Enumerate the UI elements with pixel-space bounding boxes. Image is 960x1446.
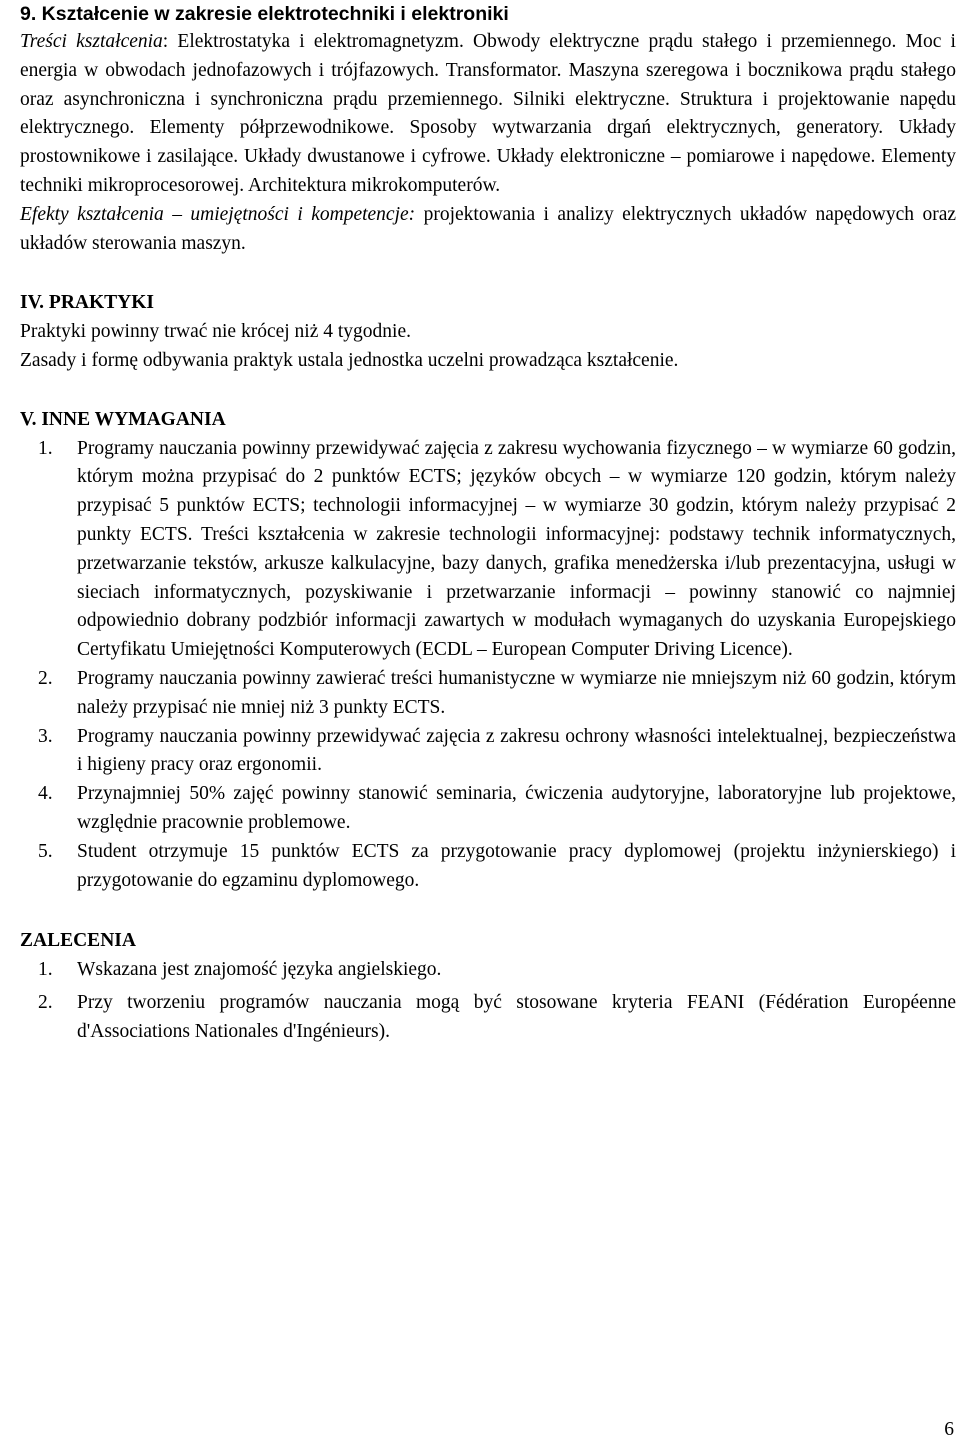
effects-label: Efekty kształcenia – umiejętności i kompetencje:	[20, 203, 416, 225]
requirement-item-5	[20, 838, 956, 896]
section-9-content	[20, 28, 956, 201]
item-number: 5.	[38, 840, 53, 862]
item-number: 2.	[38, 667, 53, 689]
content-label: Treści kształcenia	[20, 31, 163, 52]
section-4-line-1: Praktyki powinny trwać nie krócej niż 4 tygodnie.	[20, 321, 411, 343]
item-number: 1.	[38, 437, 53, 459]
page-number: 6	[944, 1419, 954, 1440]
recommendation-item-1	[20, 956, 956, 985]
item-text: Przy tworzeniu programów nauczania mogą być stosowane kryteria FEANI (Fédération Européenne d'Associations Nationales d'Ingénieurs).	[77, 991, 956, 1042]
item-text: Programy nauczania powinny przewidywać zajęcia z zakresu ochrony własności intelektualnej, bezpieczeństwa i higieny pracy oraz ergonomii.	[77, 725, 956, 776]
requirement-item-1	[20, 435, 956, 665]
recommendations-heading: ZALECENIA	[20, 930, 136, 952]
section-9-title: 9. Kształcenie w zakresie elektrotechniki i elektroniki	[20, 3, 509, 25]
section-4-line-2: Zasady i formę odbywania praktyk ustala jednostka uczelni prowadząca kształcenie.	[20, 349, 679, 371]
item-text: Programy nauczania powinny przewidywać zajęcia z zakresu wychowania fizycznego – w wymiarze 60 godzin, którym można przypisać do 2 punktów ECTS; języków obcych – w wymiarze 120 godzin, którym należy przypisać 5 punktów ECTS; technologii informacyjnej – w wymiarze 30 godzin, którym należy przypisać 2 punkty ECTS. Treści kształcenia w zakresie technologii informacyjnej: podstawy technik informatycznych, przetwarzanie tekstów, arkusze kalkulacyjne, bazy danych, grafika menedżerska i/lub prezentacyjna, usługi w sieciach informatycznych, pozyskiwanie i przetwarzanie informacji – powinny stanowić co najmniej odpowiednio dobrany podzbiór informacji zawartych w modułach wymaganych do uzyskania Europejskiego Certyfikatu Umiejętności Komputerowych (ECDL – European Computer Driving Licence).	[77, 437, 956, 661]
recommendations-list	[20, 956, 956, 1046]
item-text: Programy nauczania powinny zawierać treści humanistyczne w wymiarze nie mniejszym niż 60 godzin, którym należy przypisać nie mniej niż 3 punkty ECTS.	[77, 667, 956, 718]
content-text: : Elektrostatyka i elektromagnetyzm. Obwody elektryczne prądu stałego i przemiennego. Moc i energia w obwodach jednofazowych i trójfazowych. Transformator. Maszyna szeregowa i bocznikowa prądu stałego oraz asynchroniczna i synchroniczna prądu przemiennego. Silniki elektryczne. Struktura i projektowanie napędu elektrycznego. Elementy półprzewodnikowe. Sposoby wytwarzania drgań elektrycznych, generatory. Układy prostownikowe i zasilające. Układy dwustanowe i cyfrowe. Układy elektroniczne – pomiarowe i napędowe. Elementy techniki mikroprocesorowej. Architektura mikrokomputerów.	[20, 31, 956, 196]
spacer	[20, 895, 956, 927]
requirements-list	[20, 435, 956, 896]
spacer	[20, 258, 956, 289]
spacer	[20, 376, 956, 406]
effects-text: projektowania i analizy elektrycznych układów napędowych oraz układów sterowania maszyn.	[20, 203, 957, 254]
item-text: Student otrzymuje 15 punktów ECTS za przygotowanie pracy dyplomowej (projektu inżynierskiego) i przygotowanie do egzaminu dyplomowego.	[77, 840, 956, 891]
requirement-item-3	[20, 723, 956, 781]
recommendation-item-2	[20, 989, 956, 1047]
section-5-heading: V. INNE WYMAGANIA	[20, 408, 226, 430]
section-9-effects	[20, 201, 956, 259]
item-number: 2.	[38, 991, 53, 1013]
document-page	[20, 0, 956, 1051]
item-number: 3.	[38, 725, 53, 747]
item-text: Przynajmniej 50% zajęć powinny stanowić seminaria, ćwiczenia audytoryjne, laboratoryjne lub projektowe, względnie pracownie problemowe.	[77, 783, 956, 833]
requirement-item-4	[20, 780, 956, 838]
item-number: 1.	[38, 959, 53, 981]
item-text: Wskazana jest znajomość języka angielskiego.	[77, 959, 442, 981]
section-4-heading: IV. PRAKTYKI	[20, 292, 154, 314]
item-number: 4.	[38, 783, 53, 805]
requirement-item-2	[20, 665, 956, 723]
